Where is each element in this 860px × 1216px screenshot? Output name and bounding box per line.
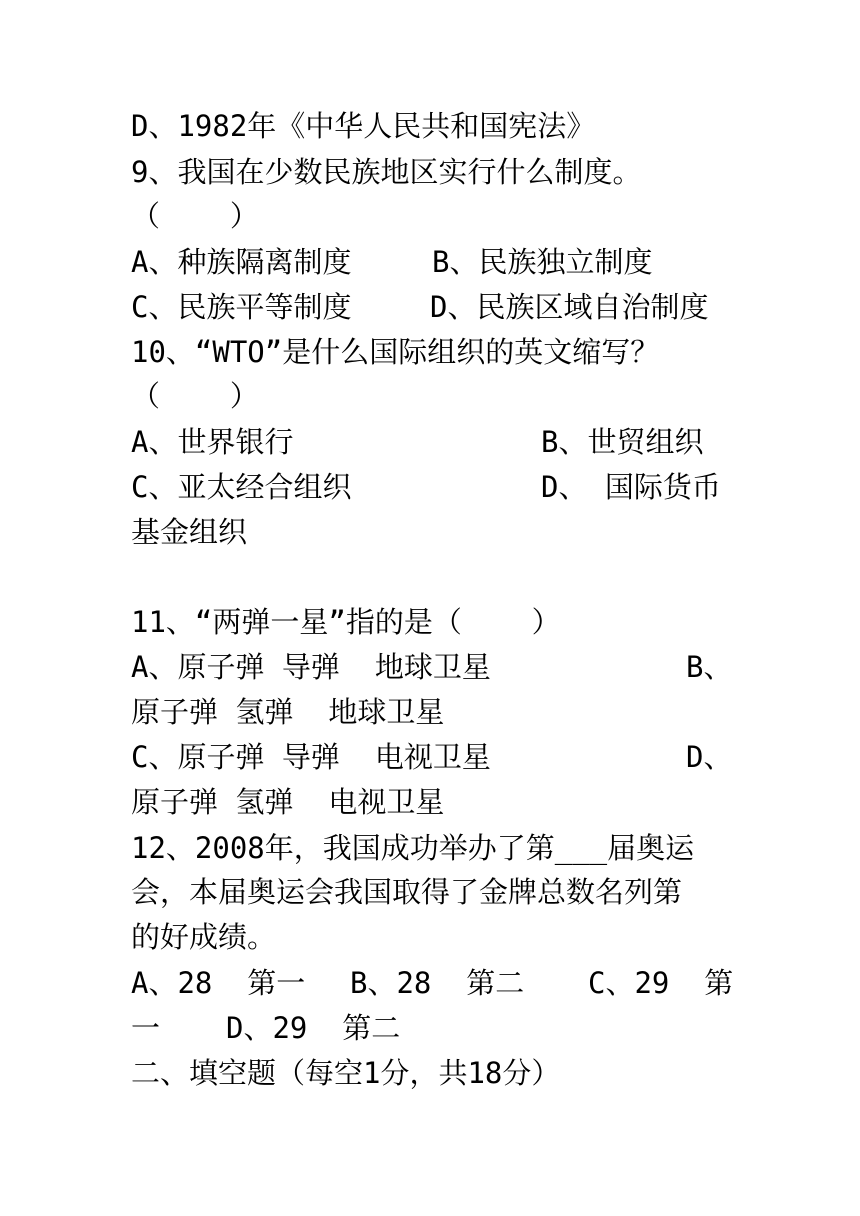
q12-question-line3: 的好成绩。 [131,920,277,954]
q11-option-c: C、原子弹 导弹 电视卫星 [131,740,491,774]
q11-option-d-label: D、 [686,740,733,774]
q12-option-c-cont: 一 [131,1011,161,1045]
q10-option-b: B、世贸组织 [541,425,704,459]
q10-blank: （ ） [131,379,259,413]
q12-option-b: B、28 第二 [350,966,525,1000]
q10-option-c: C、亚太经合组织 [131,470,352,504]
q11-option-b: 原子弹 氢弹 地球卫星 [131,695,445,729]
q8-option-d: D、1982年《中华人民共和国宪法》 [131,109,596,143]
q9-blank: （ ） [131,199,259,233]
q11-option-b-label: B、 [686,650,733,684]
q10-option-a: A、世界银行 [131,425,294,459]
q10-option-d: D、 国际货币 [541,470,721,504]
q10-option-d-cont: 基金组织 [131,515,248,549]
q11-question: 11、“两弹一星”指的是（ ） [131,605,561,639]
section-heading-fill-in: 二、填空题（每空1分，共18分） [131,1056,561,1090]
q11-option-d: 原子弹 氢弹 电视卫星 [131,785,445,819]
q12-question-line1: 12、2008年，我国成功举办了第___届奥运 [131,831,695,865]
q10-question: 10、“WTO”是什么国际组织的英文缩写？ [131,335,660,369]
q12-question-line2: 会，本届奥运会我国取得了金牌总数名列第 [131,875,683,909]
q9-option-b: B、民族独立制度 [432,245,653,279]
q9-option-d: D、民族区域自治制度 [430,290,709,324]
q9-question: 9、我国在少数民族地区实行什么制度。 [131,155,642,189]
q12-option-a: A、28 第一 [131,966,306,1000]
q9-option-a: A、种族隔离制度 [131,245,352,279]
q9-option-c: C、民族平等制度 [131,290,352,324]
q11-option-a: A、原子弹 导弹 地球卫星 [131,650,491,684]
q12-option-c: C、29 第 [588,966,734,1000]
q12-option-d: D、29 第二 [226,1011,401,1045]
